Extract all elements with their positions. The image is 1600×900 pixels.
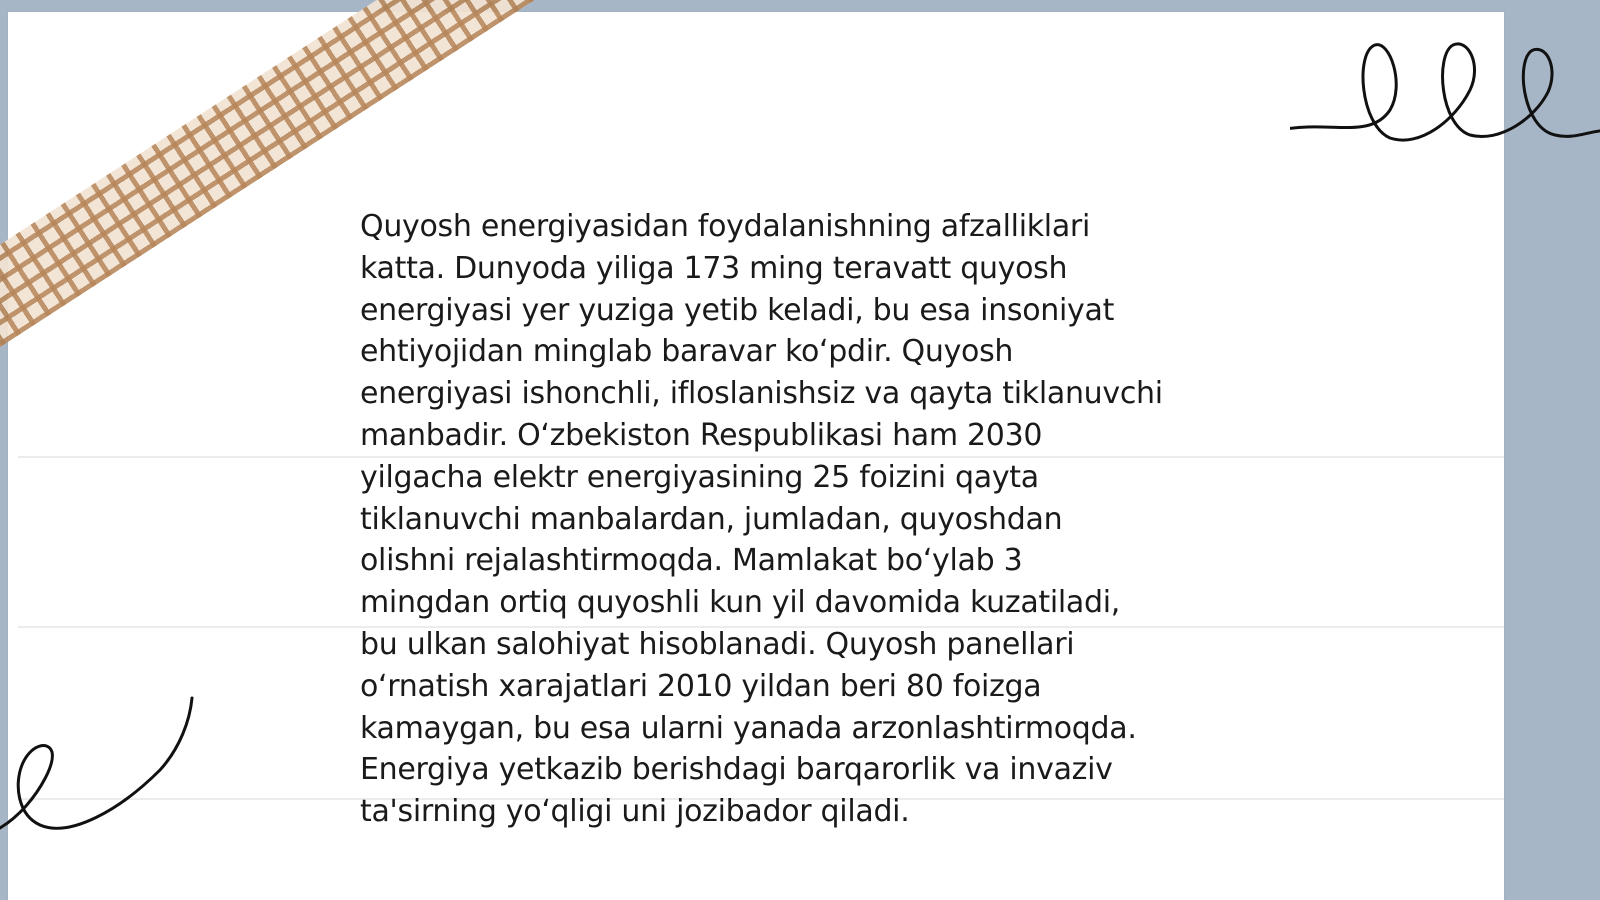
body-paragraph: Quyosh energiyasidan foydalanishning afzalliklari katta. Dunyoda yiliga 173 ming teravatt quyosh energiyasi yer yuziga yetib keladi, bu esa insoniyat ehtiyojidan minglab baravar koʻpdir. Quyosh energiyasi ishonchli, ifloslanishsiz va qayta tiklanuvchi manbadir. Oʻzbekiston Respublikasi ham 2030 yilgacha elektr energiyasining 25 foizini qayta tiklanuvchi manbalardan, jumladan, quyoshdan olishni rejalashtirmoqda. Mamlakat boʻylab 3 mingdan ortiq quyoshli kun yil davomida kuzatiladi, bu ulkan salohiyat hisoblanadi. Quyosh panellari oʻrnatish xarajatlari 2010 yildan beri 80 foizga kamaygan, bu esa ularni yanada arzonlashtirmoqda. Energiya yetkazib berishdagi barqarorlik va invaziv ta'sirning yoʻqligi uni jozibador qiladi. (360, 209, 1163, 830)
loop-scribble-icon (1290, 30, 1600, 170)
loop-swoosh-icon (0, 690, 200, 850)
